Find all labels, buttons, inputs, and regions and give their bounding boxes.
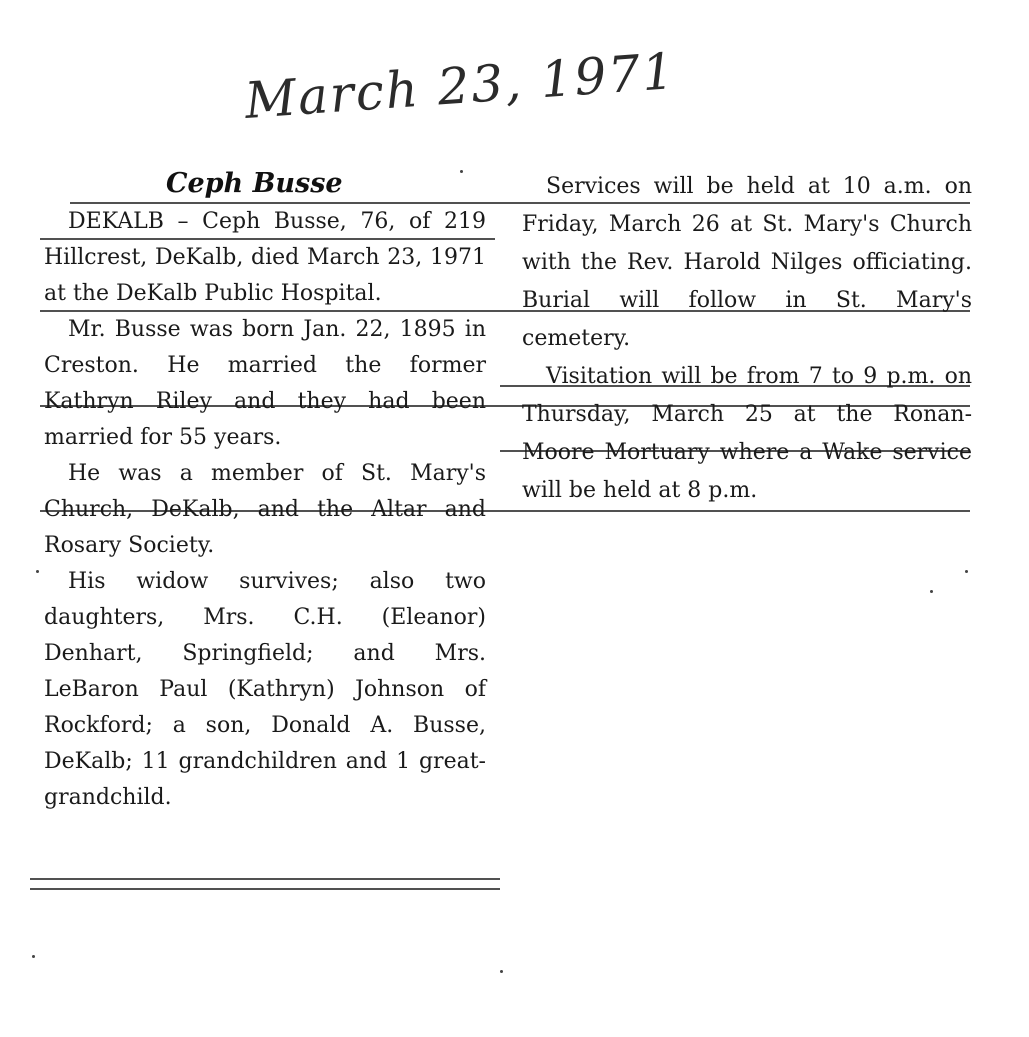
obituary-paragraph: Visitation will be from 7 to 9 p.m. on Thursday, March 25 at the Ronan-Moore Mortuary where a Wake service will be held at 8 p.m. — [522, 364, 972, 503]
scan-speck — [965, 570, 968, 573]
handwritten-date: March 23, 1971 — [242, 41, 678, 130]
obituary-paragraph: Services will be held at 10 a.m. on Friday, March 26 at St. Mary's Church with the Rev. Harold Nilges officiating. Burial will follow in St. Mary's cemetery. — [522, 174, 972, 351]
obituary-paragraph: DEKALB – Ceph Busse, 76, of 219 Hillcrest, DeKalb, died March 23, 1971 at the DeKalb Public Hospital. — [44, 209, 486, 306]
obituary-headline: Ceph Busse — [166, 168, 343, 199]
scan-speck — [32, 955, 35, 958]
newspaper-clipping — [30, 150, 1000, 980]
obituary-right-column — [522, 168, 972, 510]
scan-rule — [30, 878, 500, 880]
scan-speck — [930, 590, 933, 593]
scan-speck — [36, 570, 39, 573]
obituary-left-column — [44, 168, 486, 816]
obituary-paragraph: His widow survives; also two daughters, Mrs. C.H. (Eleanor) Denhart, Springfield; and Mrs. LeBaron Paul (Kathryn) Johnson of Rockford; a son, Donald A. Busse, DeKalb; 11 grandchildren and 1 great-grandchild. — [44, 569, 486, 810]
scan-speck — [500, 970, 503, 973]
scan-rule — [30, 888, 500, 890]
obituary-paragraph: Mr. Busse was born Jan. 22, 1895 in Creston. He married the former Kathryn Riley and they had been married for 55 years. — [44, 317, 486, 450]
obituary-paragraph: He was a member of St. Mary's Church, DeKalb, and the Altar and Rosary Society. — [44, 461, 486, 558]
